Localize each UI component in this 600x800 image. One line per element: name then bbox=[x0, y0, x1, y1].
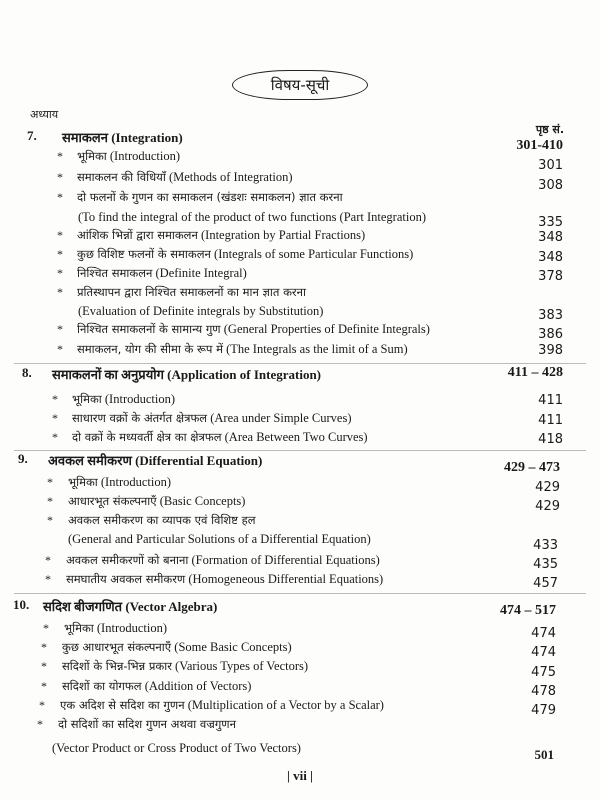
entry-english: (Homogeneous Differential Equations) bbox=[188, 572, 384, 586]
entry-page-row bbox=[0, 343, 600, 363]
entry-english: (Addition of Vectors) bbox=[144, 679, 252, 693]
entry-page: 378 bbox=[538, 269, 563, 284]
bullet: * bbox=[52, 392, 58, 406]
bullet: * bbox=[57, 170, 63, 184]
entry-english: (Introduction) bbox=[96, 621, 168, 635]
chapter-title: अवकल समीकरण (Differential Equation) bbox=[48, 453, 263, 468]
entry-hindi: अवकल समीकरणों को बनाना bbox=[66, 553, 189, 567]
bullet: * bbox=[39, 698, 45, 712]
entry-hindi: दो फलनों के गुणन का समाकलन (खंडशः समाकलन) ज्ञात करना bbox=[77, 190, 343, 204]
entry-english: (Integrals of some Particular Functions) bbox=[214, 247, 414, 261]
bullet: * bbox=[41, 679, 47, 693]
chapter-pages: 411 – 428 bbox=[507, 365, 563, 380]
entry-page: 478 bbox=[531, 684, 556, 699]
bullet: * bbox=[41, 640, 47, 654]
chapter-title: समाकलन (Integration) bbox=[62, 130, 183, 145]
entry-page: 418 bbox=[538, 432, 563, 447]
entry-hindi: निश्चित समाकलनों के सामान्य गुण bbox=[77, 322, 221, 336]
bullet: * bbox=[57, 342, 63, 356]
entry-page: 398 bbox=[538, 343, 563, 358]
entry-page: 433 bbox=[533, 538, 558, 553]
entry-page: 383 bbox=[538, 308, 563, 323]
entry-english: (Integration by Partial Fractions) bbox=[201, 228, 366, 242]
entry-hindi: समघातीय अवकल समीकरण bbox=[66, 572, 186, 586]
bullet: * bbox=[47, 494, 53, 508]
chapter-number: 10. bbox=[13, 597, 30, 612]
entry-page: 308 bbox=[538, 178, 563, 193]
entry-hindi: साधारण वक्रों के अंतर्गत क्षेत्रफल bbox=[72, 411, 208, 425]
chapter-pages-row bbox=[0, 603, 600, 623]
entry-english: (Area under Simple Curves) bbox=[210, 411, 352, 425]
entry-hindi: दो सदिशों का सदिश गुणन अथवा वज्रगुणन bbox=[58, 717, 236, 731]
chapter-number: 8. bbox=[22, 365, 32, 380]
entry-page: 411 bbox=[538, 413, 563, 428]
entry-english: (The Integrals as the limit of a Sum) bbox=[226, 342, 408, 356]
entry-english: (To find the integral of the product of two functions (Part Integration) bbox=[78, 210, 426, 224]
entry-hindi: आंशिक भिन्नों द्वारा समाकलन bbox=[77, 228, 198, 242]
entry-english: (Some Basic Concepts) bbox=[174, 640, 292, 654]
entry-english: (General Properties of Definite Integrals) bbox=[223, 322, 430, 336]
entry-english: (Introduction) bbox=[109, 149, 181, 163]
entry-hindi: भूमिका bbox=[64, 621, 94, 635]
entry-page: 301 bbox=[538, 158, 563, 173]
bullet: * bbox=[57, 190, 63, 204]
bullet: * bbox=[43, 621, 49, 635]
bullet: * bbox=[47, 513, 53, 527]
bullet: * bbox=[57, 322, 63, 336]
bullet: * bbox=[52, 430, 58, 444]
entry-page-row bbox=[0, 432, 600, 452]
entry-hindi: सदिशों का योगफल bbox=[62, 679, 142, 693]
entry-english: (Basic Concepts) bbox=[159, 494, 246, 508]
bullet: * bbox=[47, 475, 53, 489]
divider bbox=[14, 593, 586, 594]
entry-page: 479 bbox=[531, 703, 556, 718]
bullet: * bbox=[45, 553, 51, 567]
entry-hindi: एक अदिश से सदिश का गुणन bbox=[60, 698, 185, 712]
entry-hindi: प्रतिस्थापन द्वारा निश्चित समाकलनों का मान ज्ञात करना bbox=[77, 285, 306, 299]
entry-english: (Various Types of Vectors) bbox=[175, 659, 309, 673]
toc-entry bbox=[0, 285, 600, 305]
entry-english: (Introduction) bbox=[104, 392, 176, 406]
entry-hindi: भूमिका bbox=[72, 392, 102, 406]
bullet: * bbox=[57, 149, 63, 163]
chapter-title: समाकलनों का अनुप्रयोग (Application of Integration) bbox=[52, 367, 322, 382]
entry-hindi: भूमिका bbox=[68, 475, 98, 489]
toc-entry bbox=[0, 717, 600, 737]
entry-hindi: अवकल समीकरण का व्यापक एवं विशिष्ट हल bbox=[68, 513, 256, 527]
entry-hindi: कुछ आधारभूत संकल्पनाएँ bbox=[62, 640, 172, 654]
entry-page: 386 bbox=[538, 327, 563, 342]
entry-english: (Methods of Integration) bbox=[168, 170, 293, 184]
entry-page: 348 bbox=[538, 250, 563, 265]
chapter-pages: 474 – 517 bbox=[500, 603, 556, 618]
entry-hindi: सदिशों के भिन्न-भिन्न प्रकार bbox=[62, 659, 172, 673]
entry-page: 475 bbox=[531, 665, 556, 680]
entry-page: 429 bbox=[535, 480, 560, 495]
chapter-pages: 301-410 bbox=[516, 138, 563, 153]
entry-hindi: समाकलन, योग की सीमा के रूप में bbox=[77, 342, 223, 356]
chapter-number: 9. bbox=[18, 451, 28, 466]
bullet: * bbox=[37, 717, 43, 731]
toc-entry bbox=[0, 190, 600, 210]
bullet: * bbox=[57, 266, 63, 280]
entry-page-row bbox=[0, 747, 600, 767]
chapter-row bbox=[0, 365, 600, 385]
bullet: * bbox=[45, 572, 51, 586]
entry-page: 474 bbox=[531, 626, 556, 641]
toc-entry bbox=[0, 513, 600, 533]
divider bbox=[14, 363, 586, 364]
bullet: * bbox=[57, 247, 63, 261]
chapter-pages: 429 – 473 bbox=[504, 460, 560, 475]
page-column-header: पृष्ठ सं. bbox=[535, 123, 564, 136]
entry-page: 435 bbox=[533, 557, 558, 572]
entry-english: (Formation of Differential Equations) bbox=[191, 553, 380, 567]
entry-english: (Evaluation of Definite integrals by Substitution) bbox=[78, 304, 324, 318]
entry-english: (Definite Integral) bbox=[155, 266, 247, 280]
chapter-number: 7. bbox=[27, 128, 37, 143]
entry-page: 474 bbox=[531, 645, 556, 660]
entry-english: (Multiplication of a Vector by a Scalar) bbox=[187, 698, 384, 712]
entry-page-row bbox=[0, 393, 600, 413]
entry-page: 411 bbox=[538, 393, 563, 408]
entry-english: (Introduction) bbox=[100, 475, 172, 489]
bullet: * bbox=[41, 659, 47, 673]
entry-english: (General and Particular Solutions of a Differential Equation) bbox=[68, 532, 371, 546]
bullet: * bbox=[57, 228, 63, 242]
page-number-footer: | vii | bbox=[287, 768, 313, 783]
entry-hindi: आधारभूत संकल्पनाएँ bbox=[68, 494, 157, 508]
entry-english: (Area Between Two Curves) bbox=[224, 430, 368, 444]
entry-page: 348 bbox=[538, 230, 563, 245]
toc-title bbox=[232, 70, 368, 100]
entry-hindi: कुछ विशिष्ट फलनों के समाकलन bbox=[77, 247, 211, 261]
bullet: * bbox=[52, 411, 58, 425]
entry-page: 335 bbox=[538, 215, 563, 230]
bullet: * bbox=[57, 285, 63, 299]
entry-page: 501 bbox=[534, 747, 554, 762]
entry-page: 429 bbox=[535, 499, 560, 514]
entry-hindi: समाकलन की विधियाँ bbox=[77, 170, 166, 184]
entry-hindi: निश्चित समाकलन bbox=[77, 266, 153, 280]
entry-hindi: भूमिका bbox=[77, 149, 107, 163]
chapter-title: सदिश बीजगणित (Vector Algebra) bbox=[43, 599, 218, 614]
entry-page: 457 bbox=[533, 576, 558, 591]
chapter-column-header: अध्याय bbox=[30, 108, 59, 121]
entry-english: (Vector Product or Cross Product of Two Vectors) bbox=[52, 741, 301, 755]
toc-title-text: विषय-सूची bbox=[270, 76, 330, 94]
entry-hindi: दो वक्रों के मध्यवर्ती क्षेत्र का क्षेत्रफल bbox=[72, 430, 222, 444]
